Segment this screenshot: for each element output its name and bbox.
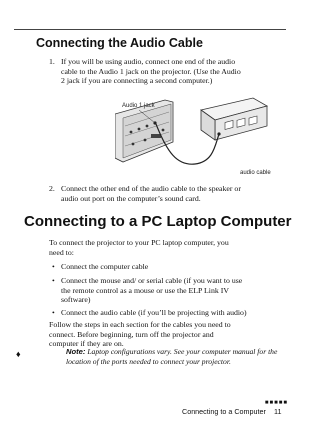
audio-cable-label: audio cable (240, 170, 271, 176)
bullet-line: the remote control as a mouse or use the ELP Link IV (61, 285, 229, 295)
step-1-line: 2 jack if you are connecting a second computer.) (61, 76, 213, 86)
bullet-item (61, 276, 289, 305)
step-1-number: 1. (49, 57, 55, 66)
step-2-number: 2. (49, 184, 55, 193)
intro-paragraph (49, 238, 289, 257)
intro-line: To connect the projector to your PC laptop computer, you (49, 238, 229, 247)
step-2-line: Connect the other end of the audio cable to the speaker or (61, 184, 241, 193)
projector-drawing (115, 100, 173, 162)
step-1-line: If you will be using audio, connect one end of the audio (61, 57, 236, 66)
chapter-heading: Connecting to a PC Laptop Computer (24, 213, 292, 230)
follow-line: Follow the steps in each section for the cables you need to (49, 320, 231, 329)
bullet-line: software) (61, 295, 91, 305)
bullet-line: Connect the computer cable (61, 262, 149, 271)
note-block (66, 347, 288, 367)
bullet-line: Connect the audio cable (if you’ll be projecting with audio) (61, 308, 247, 317)
bullet-item (61, 308, 289, 318)
bullet-marker: • (52, 308, 55, 317)
bullet-item (61, 262, 289, 272)
note-label: Note: (66, 347, 86, 356)
audio-jack-label: Audio 1 jack (122, 103, 155, 109)
section-heading: Connecting the Audio Cable (36, 36, 203, 50)
step-2-line: audio out port on the computer’s sound card. (61, 193, 201, 203)
bullet-marker: • (52, 276, 55, 285)
step-2-text (61, 184, 289, 203)
page-number: 11 (274, 407, 282, 416)
follow-paragraph (49, 320, 289, 349)
bullet-line: Connect the mouse and/ or serial cable (if you want to use (61, 276, 243, 285)
follow-line: computer if they are on. (49, 339, 124, 349)
note-diamond-icon: ♦ (16, 349, 21, 359)
footer-dots: ■■■■■ (264, 400, 288, 406)
step-1-text (61, 57, 289, 86)
top-rule (14, 29, 286, 30)
bullet-marker: • (52, 262, 55, 271)
follow-line: connect. Before beginning, turn off the projector and (49, 329, 214, 339)
computer-drawing (201, 98, 267, 140)
intro-line: need to: (49, 247, 74, 257)
step-1-line: cable to the Audio 1 jack on the projector. (Use the Audio (61, 66, 241, 76)
footer-chapter-title: Connecting to a Computer (182, 407, 266, 416)
note-text: Laptop configurations vary. See your computer manual for the location of the ports needed to connect your projector. (66, 347, 278, 366)
page-footer (0, 400, 300, 420)
